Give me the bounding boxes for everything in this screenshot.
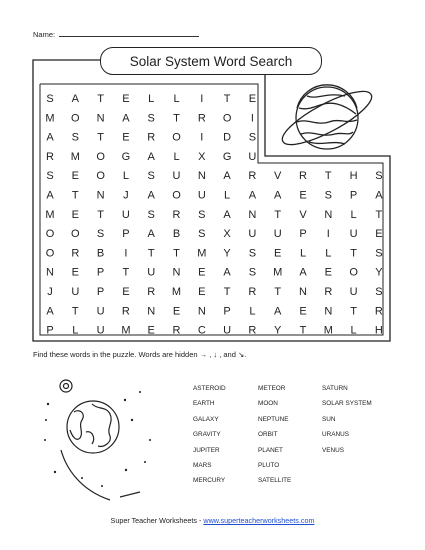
- word-item: SUN: [322, 415, 336, 423]
- grid-letter[interactable]: T: [274, 286, 282, 298]
- grid-letter[interactable]: A: [223, 266, 231, 279]
- grid-letter[interactable]: E: [198, 286, 206, 298]
- grid-letter[interactable]: T: [375, 208, 383, 221]
- grid-letter[interactable]: S: [71, 131, 79, 144]
- grid-letter[interactable]: R: [147, 131, 156, 144]
- grid-letter[interactable]: X: [223, 228, 231, 241]
- grid-letter[interactable]: L: [325, 247, 332, 260]
- grid-letter[interactable]: L: [350, 324, 357, 337]
- grid-letter[interactable]: L: [224, 189, 231, 202]
- grid-letter[interactable]: T: [350, 305, 357, 318]
- grid-letter[interactable]: J: [47, 286, 53, 298]
- grid-letter[interactable]: B: [172, 228, 181, 241]
- grid-letter[interactable]: L: [299, 247, 307, 260]
- grid-letter[interactable]: Y: [223, 247, 231, 260]
- grid-letter[interactable]: O: [172, 131, 181, 144]
- grid-letter[interactable]: G: [121, 150, 131, 163]
- grid-letter[interactable]: A: [71, 93, 79, 105]
- word-item: URANUS: [322, 431, 349, 439]
- grid-letter[interactable]: S: [96, 228, 105, 241]
- grid-letter[interactable]: V: [299, 208, 307, 221]
- grid-letter[interactable]: L: [173, 150, 180, 163]
- grid-letter[interactable]: U: [223, 324, 232, 337]
- grid-letter[interactable]: U: [197, 189, 206, 202]
- grid-letter[interactable]: P: [96, 266, 105, 279]
- grid-letter[interactable]: S: [375, 247, 383, 260]
- grid-letter[interactable]: S: [375, 286, 383, 298]
- grid-letter[interactable]: O: [349, 266, 358, 279]
- grid-letter[interactable]: P: [46, 324, 54, 337]
- grid-letter[interactable]: R: [46, 150, 54, 163]
- grid-letter[interactable]: S: [147, 208, 155, 221]
- grid-letter[interactable]: O: [96, 170, 105, 183]
- grid-letter[interactable]: N: [147, 305, 156, 318]
- word-item: JUPITER: [193, 446, 220, 454]
- grid-letter[interactable]: U: [273, 228, 282, 241]
- grid-letter[interactable]: E: [71, 208, 79, 221]
- grid-letter[interactable]: U: [349, 228, 358, 241]
- grid-letter[interactable]: M: [45, 112, 55, 125]
- grid-letter[interactable]: M: [171, 286, 182, 298]
- grid-letter[interactable]: S: [248, 131, 257, 144]
- grid-letter[interactable]: B: [96, 247, 105, 260]
- grid-letter[interactable]: N: [324, 208, 333, 221]
- word-item: MOON: [258, 400, 278, 408]
- grid-letter[interactable]: E: [71, 170, 79, 183]
- grid-letter[interactable]: T: [173, 112, 180, 125]
- grid-letter[interactable]: S: [46, 170, 54, 183]
- word-item: EARTH: [193, 400, 215, 408]
- saturn-planet-icon: [276, 82, 377, 154]
- worksheet-title: Solar System Word Search: [100, 47, 322, 75]
- grid-letter[interactable]: U: [349, 286, 358, 298]
- grid-letter[interactable]: Y: [274, 324, 282, 337]
- word-list-column-1: [193, 381, 226, 489]
- grid-letter[interactable]: U: [248, 150, 257, 163]
- grid-letter[interactable]: S: [375, 170, 383, 183]
- grid-letter[interactable]: R: [248, 170, 257, 183]
- grid-letter[interactable]: I: [124, 247, 128, 260]
- earth-moon-icon: [60, 380, 140, 500]
- grid-letter[interactable]: N: [248, 208, 257, 221]
- grid-letter[interactable]: M: [323, 324, 333, 337]
- word-item: SATELLITE: [258, 477, 292, 485]
- grid-letter[interactable]: E: [324, 266, 332, 279]
- grid-letter[interactable]: T: [173, 247, 180, 260]
- word-item: PLUTO: [258, 462, 280, 470]
- grid-letter[interactable]: Y: [375, 266, 383, 279]
- word-item: MERCURY: [193, 477, 226, 485]
- grid-letter[interactable]: T: [223, 286, 231, 298]
- grid-letter[interactable]: S: [198, 228, 206, 241]
- grid-letter[interactable]: O: [45, 247, 55, 260]
- footer-text: Super Teacher Worksheets -: [110, 516, 204, 525]
- grid-letter[interactable]: E: [375, 228, 383, 241]
- grid-letter[interactable]: O: [172, 189, 181, 202]
- grid-letter[interactable]: A: [147, 228, 155, 241]
- grid-letter[interactable]: L: [249, 305, 256, 318]
- grid-letter[interactable]: O: [222, 112, 232, 125]
- grid-letter[interactable]: T: [147, 247, 155, 260]
- grid-letter[interactable]: O: [45, 228, 55, 241]
- grid-letter[interactable]: E: [274, 247, 282, 260]
- grid-letter[interactable]: A: [223, 170, 231, 183]
- grid-letter[interactable]: N: [172, 266, 181, 279]
- grid-letter[interactable]: U: [71, 286, 80, 298]
- grid-letter[interactable]: R: [172, 324, 181, 337]
- grid-letter[interactable]: R: [71, 247, 80, 260]
- grid-letter[interactable]: N: [299, 286, 307, 298]
- grid-letter[interactable]: R: [121, 305, 130, 318]
- grid-letter[interactable]: E: [172, 305, 181, 318]
- word-item: ASTEROID: [193, 385, 226, 392]
- word-item: PLANET: [258, 446, 283, 454]
- grid-letter[interactable]: L: [72, 324, 79, 337]
- word-list-column-2: [258, 381, 291, 489]
- grid-letter[interactable]: A: [248, 189, 257, 202]
- grid-letter[interactable]: E: [299, 305, 307, 318]
- grid-letter[interactable]: S: [248, 247, 257, 260]
- grid-letter[interactable]: U: [96, 305, 105, 318]
- grid-letter[interactable]: I: [326, 228, 330, 241]
- grid-letter[interactable]: S: [147, 112, 155, 125]
- grid-letter[interactable]: E: [71, 266, 79, 279]
- grid-letter[interactable]: N: [197, 170, 206, 183]
- footer-link[interactable]: www.superteacherworksheets.com: [203, 516, 315, 525]
- grid-letter[interactable]: O: [96, 150, 105, 163]
- grid-letter[interactable]: T: [274, 208, 282, 221]
- grid-letter[interactable]: N: [197, 305, 206, 318]
- grid-letter[interactable]: L: [148, 93, 155, 105]
- grid-letter[interactable]: A: [375, 189, 383, 202]
- grid-letter[interactable]: S: [147, 170, 155, 183]
- grid-letter[interactable]: U: [121, 208, 130, 221]
- word-list-column-3: [322, 381, 372, 458]
- grid-letter[interactable]: E: [122, 93, 130, 105]
- grid-letter[interactable]: O: [71, 112, 80, 125]
- grid-letter[interactable]: E: [198, 266, 206, 279]
- grid-letter[interactable]: V: [274, 170, 282, 183]
- grid-letter[interactable]: E: [248, 93, 257, 105]
- grid-letter[interactable]: A: [46, 189, 54, 202]
- word-item: SOLAR SYSTEM: [322, 400, 372, 408]
- grid-letter[interactable]: C: [197, 324, 206, 337]
- grid-letter[interactable]: G: [222, 150, 232, 163]
- instructions-text: Find these words in the puzzle. Words are hidden → , ↓ , and ↘.: [33, 350, 247, 359]
- grid-letter[interactable]: H: [374, 324, 383, 337]
- grid-letter[interactable]: J: [123, 189, 129, 202]
- grid-letter[interactable]: A: [46, 131, 54, 144]
- grid-letter[interactable]: X: [198, 150, 206, 163]
- grid-letter[interactable]: L: [350, 208, 357, 221]
- word-item: NEPTUNE: [258, 415, 289, 423]
- grid-letter[interactable]: P: [299, 228, 307, 241]
- grid-letter[interactable]: T: [324, 170, 332, 183]
- grid-letter[interactable]: T: [299, 324, 307, 337]
- grid-letter[interactable]: A: [46, 305, 54, 318]
- grid-letter[interactable]: U: [96, 324, 105, 337]
- grid-letter[interactable]: R: [299, 170, 307, 183]
- grid-letter[interactable]: N: [324, 305, 333, 318]
- grid-letter[interactable]: P: [96, 286, 105, 298]
- grid-letter[interactable]: D: [223, 131, 232, 144]
- grid-letter[interactable]: A: [274, 189, 282, 202]
- grid-letter[interactable]: R: [374, 305, 383, 318]
- grid-letter[interactable]: R: [324, 286, 333, 298]
- grid-letter[interactable]: U: [248, 228, 257, 241]
- grid-letter[interactable]: T: [122, 266, 130, 279]
- grid-letter[interactable]: I: [250, 112, 254, 125]
- grid-letter[interactable]: T: [223, 93, 231, 105]
- grid-letter[interactable]: T: [97, 131, 104, 144]
- grid-letter[interactable]: R: [147, 286, 156, 298]
- grid-letter[interactable]: R: [248, 324, 257, 337]
- grid-letter[interactable]: M: [197, 247, 207, 260]
- grid-letter[interactable]: A: [299, 266, 307, 279]
- grid-letter[interactable]: M: [273, 266, 283, 279]
- grid-letter[interactable]: T: [97, 93, 104, 105]
- grid-letter[interactable]: T: [71, 189, 79, 202]
- grid-letter[interactable]: N: [96, 112, 105, 125]
- grid-letter[interactable]: T: [71, 305, 79, 318]
- grid-letter[interactable]: P: [349, 189, 358, 202]
- grid-letter[interactable]: M: [121, 324, 131, 337]
- grid-letter[interactable]: O: [71, 228, 80, 241]
- grid-letter[interactable]: E: [147, 324, 155, 337]
- word-item: MARS: [193, 462, 212, 470]
- grid-letter[interactable]: E: [122, 286, 130, 298]
- word-item: GRAVITY: [193, 431, 221, 439]
- word-item: VENUS: [322, 446, 345, 454]
- grid-letter[interactable]: M: [45, 208, 55, 221]
- grid-letter[interactable]: P: [122, 228, 130, 241]
- grid-letter[interactable]: T: [97, 208, 104, 221]
- grid-letter[interactable]: P: [223, 305, 231, 318]
- grid-letter[interactable]: N: [46, 266, 54, 279]
- grid-letter[interactable]: A: [147, 189, 155, 202]
- word-item: ORBIT: [258, 431, 278, 439]
- grid-letter[interactable]: M: [70, 150, 80, 163]
- grid-letter[interactable]: I: [200, 131, 204, 144]
- grid-letter[interactable]: R: [197, 112, 206, 125]
- grid-letter[interactable]: T: [350, 247, 357, 260]
- grid-letter[interactable]: S: [46, 93, 54, 105]
- grid-letter[interactable]: L: [122, 170, 129, 183]
- grid-letter[interactable]: S: [324, 189, 332, 202]
- grid-letter[interactable]: S: [198, 208, 206, 221]
- grid-letter[interactable]: A: [274, 305, 282, 318]
- grid-letter[interactable]: I: [200, 93, 204, 105]
- word-item: SATURN: [322, 385, 348, 392]
- word-item: METEOR: [258, 385, 286, 392]
- grid-letter[interactable]: R: [248, 286, 257, 298]
- grid-letter[interactable]: A: [122, 112, 130, 125]
- grid-letter[interactable]: H: [349, 170, 358, 183]
- grid-letter[interactable]: E: [122, 131, 130, 144]
- grid-letter[interactable]: U: [147, 266, 156, 279]
- name-label: Name:: [33, 30, 56, 39]
- grid-letter[interactable]: A: [223, 208, 231, 221]
- grid-letter[interactable]: R: [172, 208, 181, 221]
- footer: [0, 516, 425, 525]
- grid-letter[interactable]: A: [147, 150, 155, 163]
- grid-letter[interactable]: S: [248, 266, 257, 279]
- grid-letter[interactable]: U: [172, 170, 181, 183]
- grid-letter[interactable]: E: [299, 189, 307, 202]
- word-item: GALAXY: [193, 415, 219, 423]
- grid-letter[interactable]: N: [96, 189, 105, 202]
- grid-letter[interactable]: L: [173, 93, 180, 105]
